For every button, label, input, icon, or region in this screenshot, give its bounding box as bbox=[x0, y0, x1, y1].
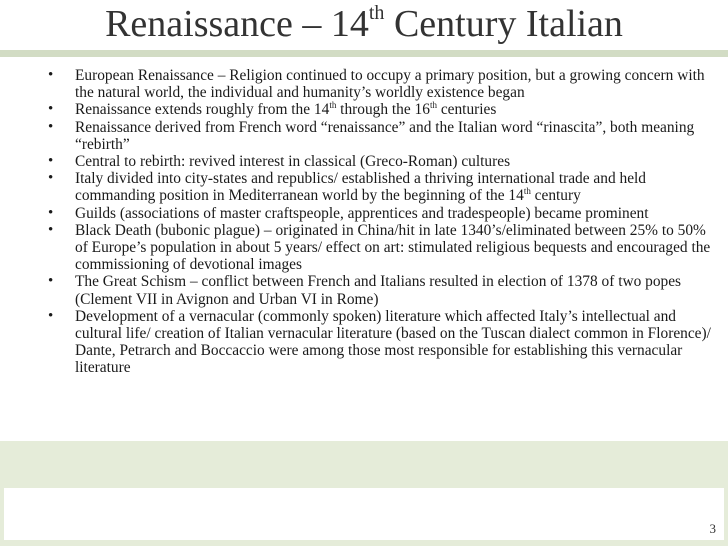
slide-title-main: Renaissance – 14 bbox=[105, 3, 369, 45]
bullet-item: • Renaissance derived from French word “renaissance” and the Italian word “rinascita”, both meaning “rebirth” bbox=[48, 119, 718, 153]
bullet-item: • Development of a vernacular (commonly spoken) literature which affected Italy’s intellectual and cultural life/ creation of Italian vernacular literature (based on the Tuscan dialect common in Florence)/ Dante, Petrarch and Boccaccio were among those most responsible for establishing this vernacular literature bbox=[48, 308, 718, 377]
page-number: 3 bbox=[709, 521, 716, 536]
bullet-item: • Renaissance extends roughly from the 14th through the 16th centuries bbox=[48, 101, 718, 118]
superscript: th bbox=[329, 100, 337, 111]
footer-panel bbox=[4, 488, 724, 540]
slide-title-superscript: th bbox=[368, 2, 385, 24]
slide-title-rest: Century Italian bbox=[384, 3, 623, 45]
slide-title bbox=[0, 1, 728, 47]
bullet-item: • Central to rebirth: revived interest in classical (Greco-Roman) cultures bbox=[48, 153, 718, 170]
bullet-list bbox=[48, 67, 718, 377]
bullet-item: • European Renaissance – Religion continued to occupy a primary position, but a growing concern with the natural world, the individual and humanity’s worldly existence began bbox=[48, 67, 718, 101]
bullet-item: • Italy divided into city-states and republics/ established a thriving international trade and held commanding position in Mediterranean world by the beginning of the 14th century bbox=[48, 170, 718, 204]
title-band bbox=[0, 0, 728, 50]
superscript: th bbox=[523, 186, 531, 197]
bullet-item: • Black Death (bubonic plague) – originated in China/hit in late 1340’s/eliminated between 25% to 50% of Europe’s population in about 5 years/ effect on art: stimulated religious bequests and encouraged the commissioning of devotional images bbox=[48, 222, 718, 274]
bullet-item: • Guilds (associations of master craftspeople, apprentices and tradespeople) became prominent bbox=[48, 205, 718, 222]
title-divider bbox=[0, 50, 728, 57]
superscript: th bbox=[429, 100, 437, 111]
bullet-item: • The Great Schism – conflict between French and Italians resulted in election of 1378 of two popes (Clement VII in Avignon and Urban VI in Rome) bbox=[48, 273, 718, 307]
